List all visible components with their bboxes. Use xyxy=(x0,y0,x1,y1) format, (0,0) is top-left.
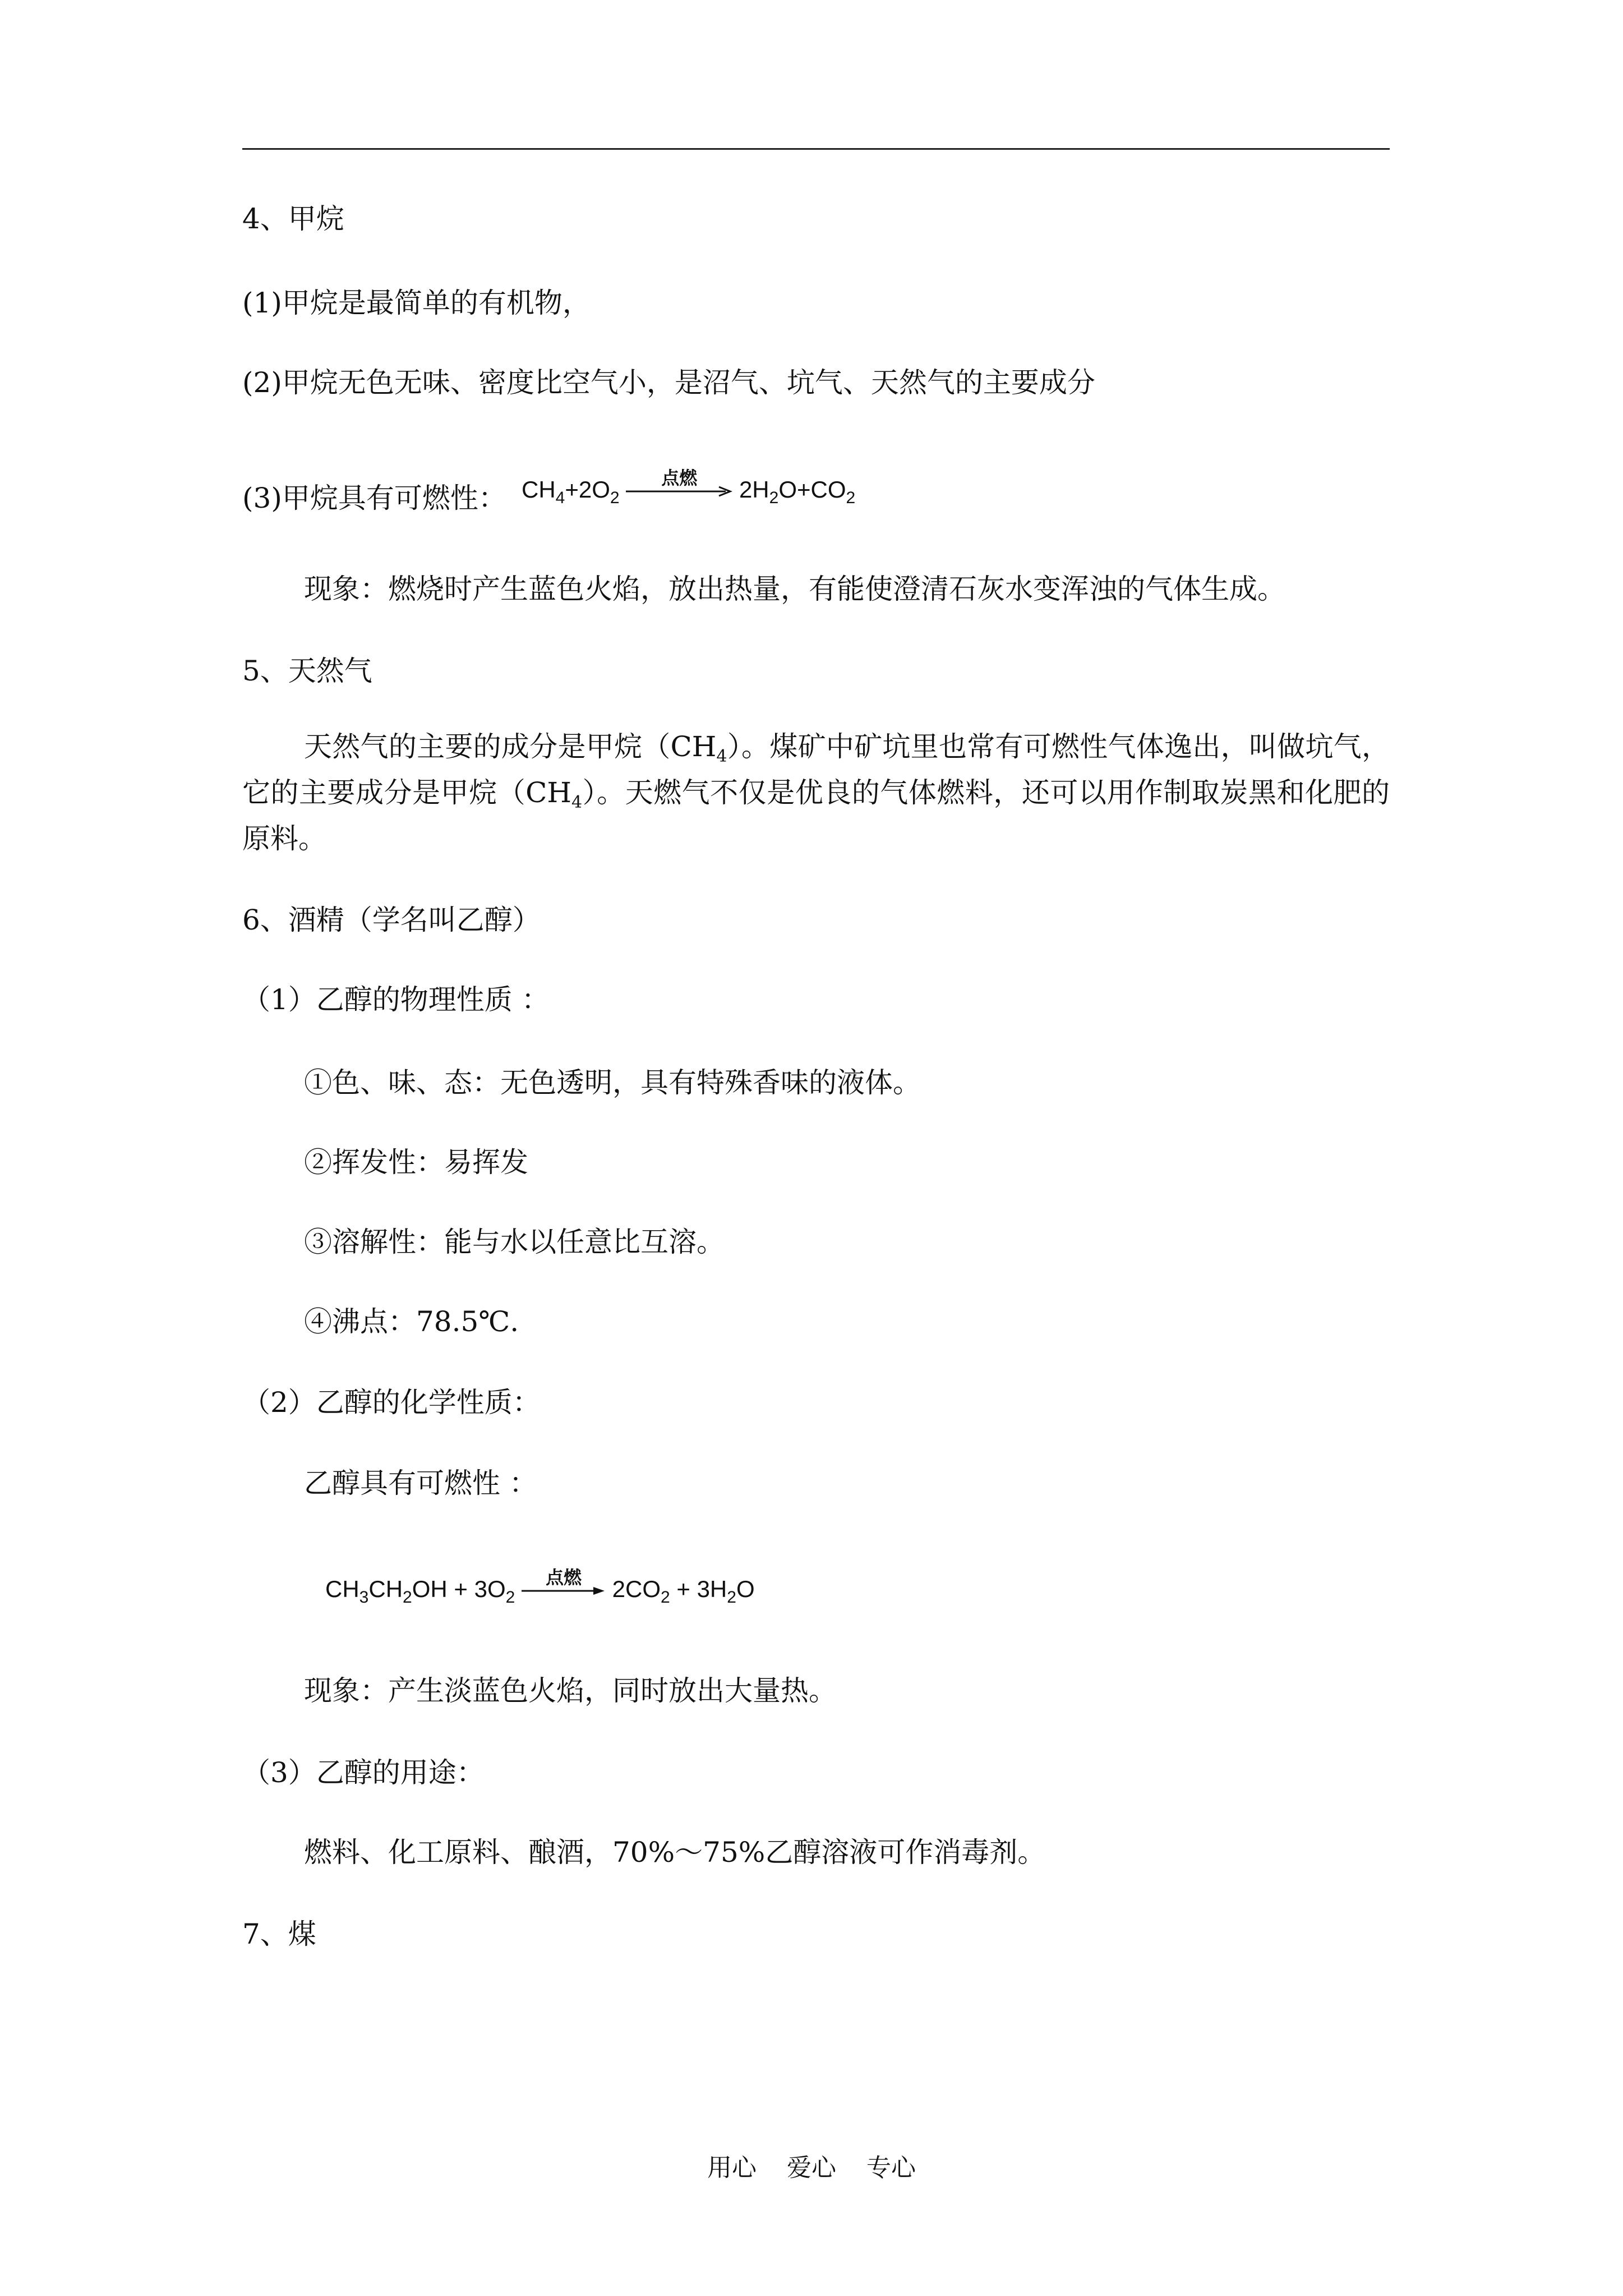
section-7-title: 7、煤 xyxy=(242,1918,316,1950)
eq2-term: OH + 3O xyxy=(412,1576,506,1602)
section-6-3-item-a: 燃料、化工原料、酿酒，70%～75%乙醇溶液可作消毒剂。 xyxy=(304,1836,1046,1869)
eq2-term: CH xyxy=(368,1576,403,1602)
section-4-point-2: (2)甲烷无色无味、密度比空气小，是沼气、坑气、天然气的主要成分 xyxy=(242,366,1095,399)
header-rule xyxy=(242,148,1390,150)
eq2-term: 2CO xyxy=(612,1576,661,1602)
section-6-1-item-b: ②挥发性：易挥发 xyxy=(304,1146,528,1179)
section-5-text: 天然气的主要的成分是甲烷（CH xyxy=(304,730,717,763)
section-6-2-item-a: 乙醇具有可燃性 ： xyxy=(304,1467,537,1499)
section-4-point-3-label: (3)甲烷具有可燃性： xyxy=(242,482,506,514)
section-4-phenomenon: 现象：燃烧时产生蓝色火焰，放出热量，有能使澄清石灰水变浑浊的气体生成。 xyxy=(304,573,1285,605)
section-6-1-item-c: ③溶解性：能与水以任意比互溶。 xyxy=(304,1226,725,1258)
eq1-reactant-o2: +2O xyxy=(565,476,610,503)
methane-combustion-equation xyxy=(522,467,856,507)
eq2-term: + 3H xyxy=(670,1576,727,1602)
eq2-sub: 2 xyxy=(727,1588,736,1607)
section-5-paragraph xyxy=(242,724,1390,862)
eq2-sub: 2 xyxy=(505,1588,515,1607)
eq1-product-co2: O+CO xyxy=(778,476,846,503)
eq1-condition: 点燃 xyxy=(661,467,698,489)
eq2-condition: 点燃 xyxy=(545,1566,582,1588)
eq1-sub: 2 xyxy=(610,489,620,507)
section-5-text: ）。天燃气不仅是优良的气体燃料，还可以用作制取炭黑和化肥的原料。 xyxy=(242,776,1390,855)
eq2-sub: 2 xyxy=(661,1588,670,1607)
eq2-term: O xyxy=(736,1576,755,1602)
eq1-product-h2o: 2H xyxy=(739,476,769,503)
section-6-1-item-a: ①色、味、态：无色透明，具有特殊香味的液体。 xyxy=(304,1066,921,1099)
page-footer: 用心 爱心 专心 xyxy=(707,2154,916,2182)
eq1-sub: 2 xyxy=(846,489,856,507)
eq1-arrow xyxy=(626,467,732,497)
section-6-2-title: （2）乙醇的化学性质： xyxy=(242,1386,541,1419)
eq2-sub: 3 xyxy=(359,1588,369,1607)
section-6-1-item-d: ④沸点：78.5℃. xyxy=(304,1305,519,1338)
eq1-sub: 4 xyxy=(555,489,565,507)
subscript: 4 xyxy=(716,747,727,766)
ethanol-combustion-equation xyxy=(325,1566,755,1607)
subscript: 4 xyxy=(571,793,583,812)
eq1-sub: 2 xyxy=(769,489,779,507)
section-5-title: 5、天然气 xyxy=(242,655,372,687)
section-6-2-phenomenon: 现象：产生淡蓝色火焰，同时放出大量热。 xyxy=(304,1674,837,1707)
eq2-arrow xyxy=(522,1566,606,1596)
section-4-point-1: (1)甲烷是最简单的有机物， xyxy=(242,287,591,319)
section-5-text: ）。煤矿中矿坑里也常有可燃性气体逸出，叫做坑气，它的主要成分是甲烷（CH xyxy=(242,730,1390,809)
section-6-3-title: （3）乙醇的用途： xyxy=(242,1756,485,1789)
section-4-title: 4、甲烷 xyxy=(242,203,344,235)
section-6-1-title: （1）乙醇的物理性质 ： xyxy=(242,983,550,1016)
section-6-title: 6、酒精（学名叫乙醇） xyxy=(242,904,541,936)
eq2-term: CH xyxy=(325,1576,359,1602)
eq2-sub: 2 xyxy=(403,1588,412,1607)
eq1-reactant-ch4: CH xyxy=(522,476,556,503)
